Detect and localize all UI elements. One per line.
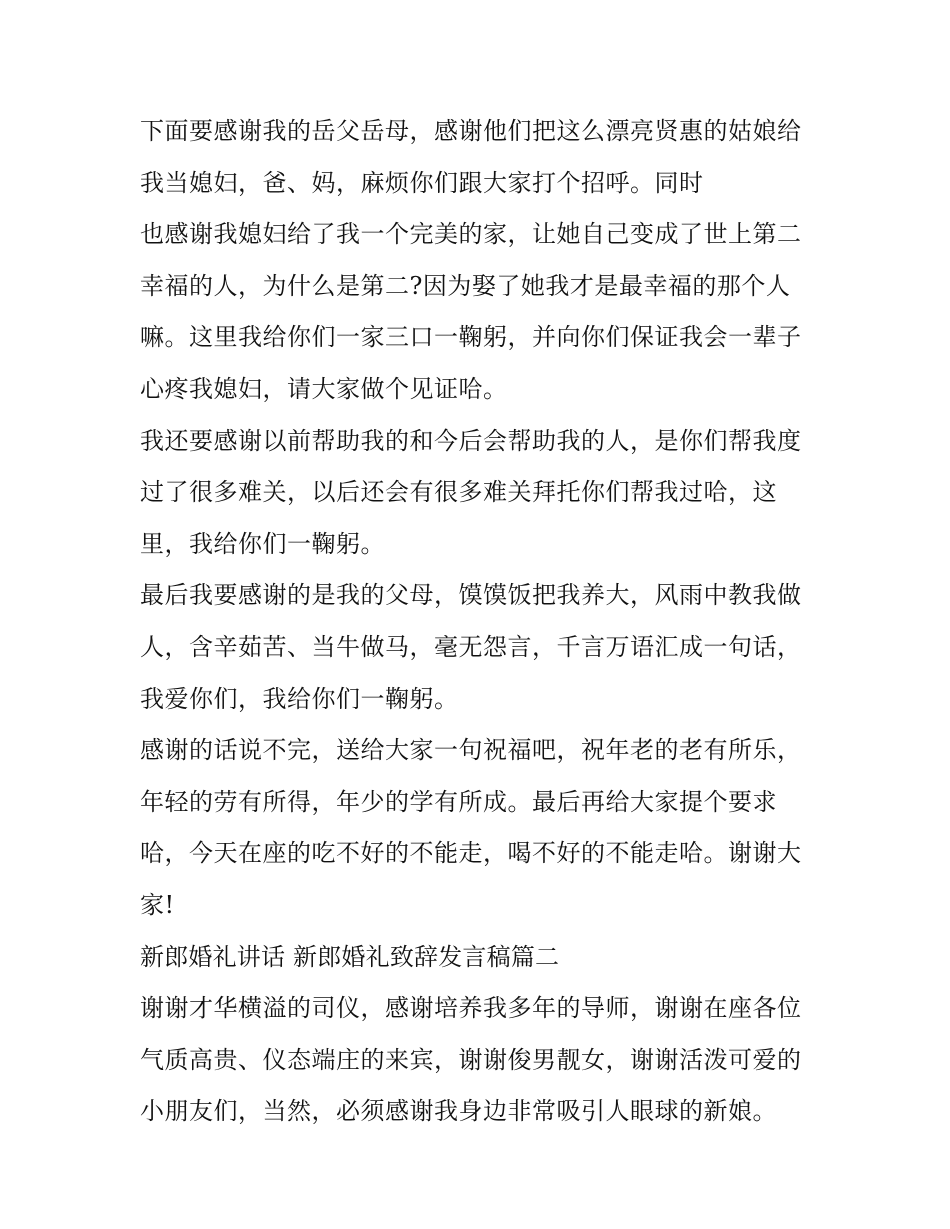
section-heading: 新郎婚礼讲话 新郎婚礼致辞发言稿篇二 xyxy=(140,942,560,971)
text-line: 最后我要感谢的是我的父母，馍馍饭把我养大，风雨中教我做 xyxy=(140,581,802,610)
text-line: 嘛。这里我给你们一家三口一鞠躬，并向你们保证我会一辈子 xyxy=(140,323,802,352)
speech-text-block xyxy=(140,106,820,1138)
text-line: 也感谢我媳妇给了我一个完美的家，让她自己变成了世上第二 xyxy=(140,220,802,249)
text-line: 幸福的人，为什么是第二?因为娶了她我才是最幸福的那个人 xyxy=(140,271,791,300)
text-line: 我当媳妇，爸、妈，麻烦你们跟大家打个招呼。同时 xyxy=(140,168,704,197)
text-line: 哈，今天在座的吃不好的不能走，喝不好的不能走哈。谢谢大 xyxy=(140,839,802,868)
text-line: 小朋友们，当然，必须感谢我身边非常吸引人眼球的新娘。 xyxy=(140,1097,777,1126)
text-line: 气质高贵、仪态端庄的来宾，谢谢俊男靓女，谢谢活泼可爱的 xyxy=(140,1045,802,1074)
text-line: 下面要感谢我的岳父岳母，感谢他们把这么漂亮贤惠的姑娘给 xyxy=(140,117,802,145)
text-line: 家! xyxy=(140,890,175,919)
text-line: 人，含辛茹苦、当牛做马，毫无怨言，千言万语汇成一句话， xyxy=(140,632,802,661)
text-line: 过了很多难关，以后还会有很多难关拜托你们帮我过哈，这 xyxy=(140,478,777,507)
text-line: 谢谢才华横溢的司仪，感谢培养我多年的导师，谢谢在座各位 xyxy=(140,994,802,1023)
text-line: 里，我给你们一鞠躬。 xyxy=(140,529,385,558)
text-line: 心疼我媳妇，请大家做个见证哈。 xyxy=(140,374,508,403)
text-line: 年轻的劳有所得，年少的学有所成。最后再给大家提个要求 xyxy=(140,787,777,816)
text-line: 我还要感谢以前帮助我的和今后会帮助我的人，是你们帮我度 xyxy=(140,426,802,455)
text-line: 感谢的话说不完，送给大家一句祝福吧，祝年老的老有所乐， xyxy=(140,736,802,765)
text-line: 我爱你们，我给你们一鞠躬。 xyxy=(140,684,459,713)
